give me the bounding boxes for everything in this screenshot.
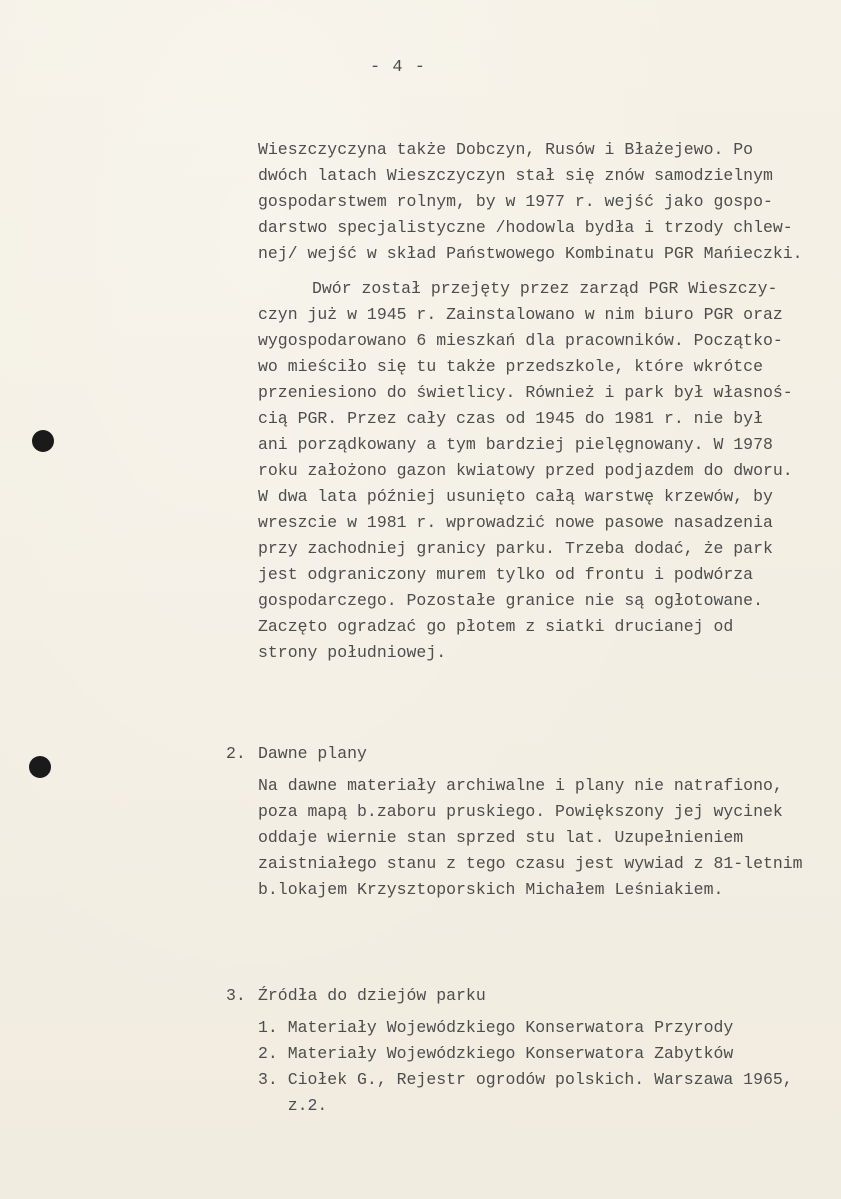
punch-hole (32, 430, 54, 452)
list-item: 1. Materiały Wojewódzkiego Konserwatora Przyrody (258, 1018, 734, 1037)
text-line: strony południowej. (258, 643, 447, 662)
text-line: Na dawne materiały archiwalne i plany nie natrafiono, (258, 776, 783, 795)
list-item: z.2. (258, 1096, 328, 1115)
text-line: przy zachodniej granicy parku. Trzeba dodać, że park (258, 539, 773, 558)
text-line: roku założono gazon kwiatowy przed podjazdem do dworu. (258, 461, 793, 480)
text-line: Zaczęto ogradzać go płotem z siatki drucianej od (258, 617, 734, 636)
section-number: 2. (226, 744, 246, 763)
punch-hole (29, 756, 51, 778)
text-line: b.lokajem Krzysztoporskich Michałem Leśniakiem. (258, 880, 724, 899)
section-heading: Dawne plany (258, 744, 367, 763)
text-line: dwóch latach Wieszczyczyn stał się znów samodzielnym (258, 166, 773, 185)
text-line: wreszcie w 1981 r. wprowadzić nowe pasowe nasadzenia (258, 513, 773, 532)
list-item: 3. Ciołek G., Rejestr ogrodów polskich. Warszawa 1965, (258, 1070, 793, 1089)
text-line: Wieszczyczyna także Dobczyn, Rusów i Błażejewo. Po (258, 140, 754, 159)
page-number: - 4 - (370, 58, 427, 77)
section-heading: Źródła do dziejów parku (258, 986, 486, 1005)
text-line: wygospodarowano 6 mieszkań dla pracowników. Początko- (258, 331, 783, 350)
text-line: ani porządkowany a tym bardziej pielęgnowany. W 1978 (258, 435, 773, 454)
text-line: zaistniałego stanu z tego czasu jest wywiad z 81-letnim (258, 854, 803, 873)
text-line: cią PGR. Przez cały czas od 1945 do 1981 r. nie był (258, 409, 763, 428)
text-line: poza mapą b.zaboru pruskiego. Powiększony jej wycinek (258, 802, 783, 821)
text-line: gospodarczego. Pozostałe granice nie są ogłotowane. (258, 591, 763, 610)
text-line: jest odgraniczony murem tylko od frontu i podwórza (258, 565, 754, 584)
text-line: czyn już w 1945 r. Zainstalowano w nim biuro PGR oraz (258, 305, 783, 324)
text-line: gospodarstwem rolnym, by w 1977 r. wejść jako gospo- (258, 192, 773, 211)
text-line: darstwo specjalistyczne /hodowla bydła i trzody chlew- (258, 218, 793, 237)
section-number: 3. (226, 986, 246, 1005)
text-line: Dwór został przejęty przez zarząd PGR Wieszczy- (312, 279, 778, 298)
text-line: wo mieściło się tu także przedszkole, które wkrótce (258, 357, 763, 376)
text-line: nej/ wejść w skład Państwowego Kombinatu PGR Mańieczki. (258, 244, 803, 263)
text-line: W dwa lata później usunięto całą warstwę krzewów, by (258, 487, 773, 506)
list-item: 2. Materiały Wojewódzkiego Konserwatora Zabytków (258, 1044, 734, 1063)
text-line: przeniesiono do świetlicy. Również i park był własnoś- (258, 383, 793, 402)
text-line: oddaje wiernie stan sprzed stu lat. Uzupełnieniem (258, 828, 744, 847)
